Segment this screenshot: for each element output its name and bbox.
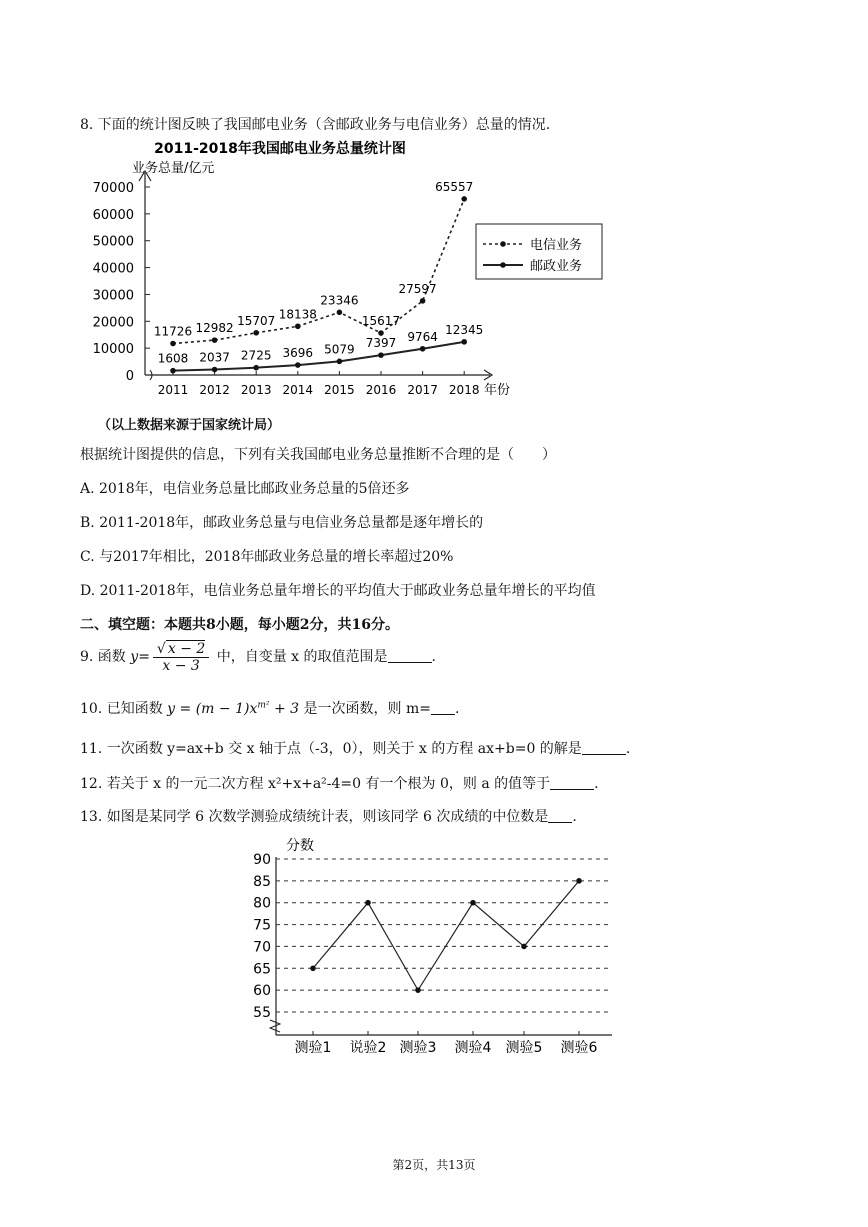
q9-suffix: 中，自变量 x 的取值范围是 — [212, 649, 388, 665]
legend-postal-label: 邮政业务 — [530, 259, 583, 274]
score-line — [313, 881, 579, 990]
q12 — [80, 773, 599, 793]
y-tick-label: 20000 — [92, 315, 134, 331]
score-point — [415, 987, 421, 993]
telecom-data-label: 12982 — [195, 321, 234, 336]
telecom-data-label: 11726 — [153, 324, 193, 339]
y-tick-label: 0 — [125, 369, 134, 384]
legend-postal-marker — [500, 262, 506, 268]
postal-point — [295, 362, 301, 368]
postal-data-label: 3696 — [282, 346, 314, 361]
q13-text: 13. 如图是某同学 6 次数学测验成绩统计表，则该同学 6 次成绩的中位数是 — [80, 809, 549, 825]
q9-prefix: 9. 函数 — [80, 649, 131, 665]
q10-prefix: 10. 已知函数 — [80, 701, 168, 717]
x-axis-label: 年份 — [484, 383, 511, 398]
page-footer: 第2页，共13页 — [392, 1158, 476, 1172]
postal-point — [461, 339, 467, 345]
score-point — [365, 900, 371, 906]
y-tick-label: 55 — [253, 1005, 271, 1021]
telecom-point — [253, 330, 259, 336]
telecom-data-label: 15707 — [237, 313, 276, 328]
telecom-point — [170, 341, 176, 347]
q13 — [80, 806, 577, 826]
score-point — [310, 965, 316, 971]
q13-answer-blank[interactable] — [548, 808, 572, 823]
telecom-point — [295, 323, 301, 329]
q9-numerator: x − 2 — [167, 641, 206, 657]
y-axis-label: 业务总量/亿元 — [132, 161, 215, 176]
q10-exponent: m² — [257, 700, 270, 711]
x-tick-label: 2012 — [199, 383, 230, 397]
q11-text: 11. 一次函数 y=ax+b 交 x 轴于点（-3，0），则关于 x 的方程 ax+b=0 的解是 — [80, 741, 582, 757]
x-tick-label: 测验4 — [454, 1040, 492, 1056]
x-tick-label: 2011 — [157, 383, 189, 397]
x-tick-label: 测验6 — [560, 1040, 598, 1056]
postal-point — [337, 359, 343, 365]
telecom-point — [420, 298, 426, 304]
telecom-data-label: 27597 — [398, 281, 437, 296]
postal-data-label: 5079 — [324, 342, 355, 357]
postal-point — [378, 352, 384, 358]
y-tick-label: 40000 — [92, 261, 134, 277]
sqrt-symbol: √ — [156, 641, 166, 657]
postal-data-label: 12345 — [445, 322, 484, 337]
y-tick-label: 60 — [253, 983, 271, 1000]
postal-data-label: 2037 — [199, 350, 230, 365]
q12-answer-blank[interactable] — [550, 775, 594, 790]
postal-data-label: 9764 — [407, 329, 438, 344]
y-tick-label: 50000 — [92, 234, 134, 250]
y-tick-label: 60000 — [92, 207, 134, 223]
telecom-point — [378, 330, 384, 336]
telecom-data-label: 18138 — [278, 307, 317, 322]
postal-point — [420, 346, 426, 352]
x-tick-label: 说验2 — [349, 1040, 387, 1056]
y-tick-label: 30000 — [92, 288, 134, 304]
x-tick-label: 测验3 — [399, 1040, 437, 1056]
legend-telecom-label: 电信业务 — [530, 238, 583, 253]
q8-option-a: A. 2018年，电信业务总量比邮政业务总量的5倍还多 — [80, 481, 410, 497]
q9: 9. 函数 y= $\frac{√ x - 2}{x - 3}$ 中，自变量 x 的取值范围是 . — [80, 641, 436, 674]
chart1-title: 2011-2018年我国邮电业务总量统计图 — [154, 141, 406, 157]
q10-answer-blank[interactable] — [431, 700, 455, 715]
q8-stem: 8. 下面的统计图反映了我国邮电业务（含邮政业务与电信业务）总量的情况. — [80, 117, 551, 133]
y-tick-label: 70 — [253, 939, 271, 956]
q11-end: . — [625, 741, 631, 757]
telecom-point — [461, 196, 467, 202]
q10 — [80, 698, 459, 718]
postal-data-label: 7397 — [365, 336, 397, 351]
q9-fraction — [153, 640, 209, 674]
score-point — [576, 878, 582, 884]
q10-formula-tail: + 3 — [269, 701, 300, 717]
legend-telecom-marker — [500, 241, 506, 247]
q8-option-c: C. 与2017年相比，2018年邮政业务总量的增长率超过20% — [80, 549, 454, 565]
section2-title: 二、填空题：本题共8小题，每小题2分，共16分。 — [80, 617, 399, 633]
q8-option-d: D. 2011-2018年，电信业务总量年增长的平均值大于邮政业务总量年增长的平均值 — [80, 583, 596, 599]
q8-source-note: （以上数据来源于国家统计局） — [98, 418, 281, 433]
telecom-point — [337, 309, 343, 315]
q8-option-b: B. 2011-2018年，邮政业务总量与电信业务总量都是逐年增长的 — [80, 515, 484, 531]
chart-test-scores — [0, 832, 868, 1062]
telecom-data-label: 65557 — [435, 179, 474, 194]
q10-suffix: 是一次函数，则 m= — [299, 701, 431, 717]
axis-break — [270, 1020, 280, 1032]
postal-point — [253, 365, 259, 371]
q9-answer-blank[interactable] — [388, 648, 432, 663]
score-point — [521, 944, 527, 950]
q13-end: . — [572, 809, 577, 825]
x-tick-label: 2016 — [365, 383, 397, 397]
y-tick-label: 10000 — [92, 342, 134, 358]
q12-end: . — [594, 776, 599, 792]
q8-question: 根据统计图提供的信息，下列有关我国邮电业务总量推断不合理的是（ ） — [80, 447, 556, 463]
q10-formula: y = (m − 1)x — [167, 701, 258, 717]
postal-point — [170, 368, 176, 374]
y-axis-label: 分数 — [286, 838, 314, 854]
chart-postal-telecom — [0, 135, 868, 425]
y-tick-label: 90 — [253, 852, 271, 868]
q12-text: 12. 若关于 x 的一元二次方程 x²+x+a²-4=0 有一个根为 0，则 a 的值等于 — [80, 776, 551, 792]
x-tick-label: 2017 — [407, 383, 438, 397]
q9-eq: = — [138, 649, 150, 665]
y-tick-label: 85 — [253, 873, 271, 890]
y-tick-label: 65 — [253, 961, 271, 978]
q10-end: . — [454, 701, 460, 717]
score-point — [470, 900, 476, 906]
q11 — [80, 738, 630, 758]
postal-data-label: 2725 — [240, 348, 272, 363]
telecom-data-label: 23346 — [320, 293, 359, 308]
q9-y: y — [130, 649, 139, 665]
q9-denominator: x − 3 — [162, 658, 200, 674]
x-tick-label: 2018 — [448, 383, 480, 397]
q11-answer-blank[interactable] — [582, 740, 626, 755]
x-tick-label: 2015 — [324, 383, 355, 397]
telecom-point — [212, 337, 218, 343]
postal-point — [212, 367, 218, 373]
postal-data-label: 1608 — [157, 351, 189, 366]
y-tick-label: 70000 — [92, 181, 134, 196]
x-tick-label: 测验1 — [294, 1040, 332, 1056]
x-tick-label: 2013 — [240, 383, 272, 397]
x-tick-label: 2014 — [282, 383, 314, 397]
y-tick-label: 80 — [253, 895, 271, 912]
telecom-data-label: 15617 — [361, 314, 401, 329]
x-tick-label: 测验5 — [505, 1040, 543, 1056]
y-tick-label: 75 — [253, 917, 271, 934]
